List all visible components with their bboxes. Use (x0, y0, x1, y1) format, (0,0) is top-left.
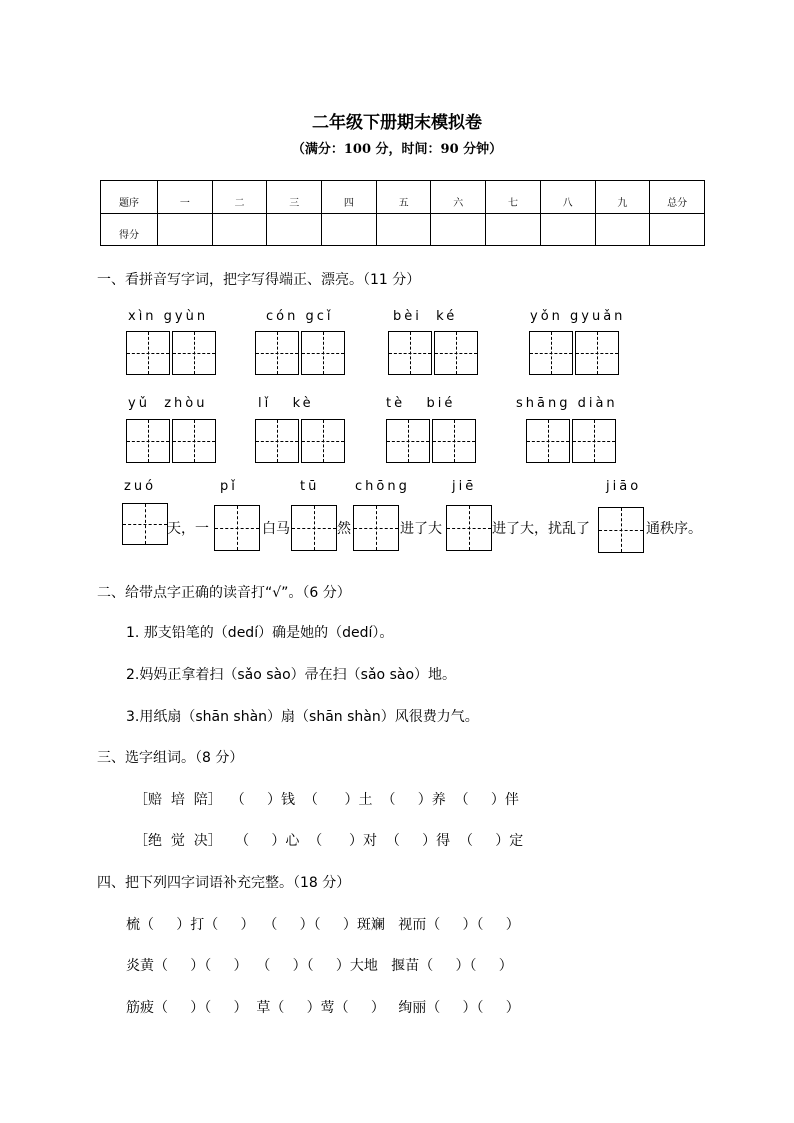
score-input-cell[interactable] (376, 213, 431, 246)
tianzige-box[interactable] (122, 503, 168, 545)
score-input-cell[interactable] (486, 213, 541, 246)
question-line: ［赔 培 陪］ （ ）钱 （ ）土 （ ）养 （ ）伴 (134, 792, 519, 808)
score-cell: 总分 (650, 181, 705, 214)
score-input-cell[interactable] (431, 213, 486, 246)
tianzige-box[interactable] (526, 419, 570, 463)
pinyin-label: bèi ké (393, 309, 458, 324)
score-table-header-row (101, 181, 705, 214)
tianzige-box[interactable] (255, 331, 299, 375)
tianzige-box[interactable] (172, 331, 216, 375)
sentence-fragment: 进了大 (400, 521, 442, 537)
question-line: 2.妈妈正拿着扫（sǎo sào）帚在扫（sǎo sào）地。 (126, 667, 457, 683)
sentence-fragment: 通秩序。 (646, 521, 702, 537)
score-cell: 七 (486, 181, 541, 214)
tianzige-box[interactable] (434, 331, 478, 375)
question-line: 梳（ ）打（ ） （ ）（ ）斑斓 视而（ ）（ ） (126, 917, 520, 933)
tianzige-box[interactable] (301, 419, 345, 463)
score-cell: 九 (595, 181, 650, 214)
section-3-heading: 三、选字组词。（8 分） (97, 750, 244, 766)
pinyin-label: yǔ zhòu (128, 396, 208, 411)
tianzige-box[interactable] (388, 331, 432, 375)
question-line: 炎黄（ ）（ ） （ ）（ ）大地 揠苗（ ）（ ） (126, 958, 513, 974)
page-subtitle: （满分：100 分，时间：90 分钟） (291, 142, 503, 157)
sentence-fragment: 白马 (262, 521, 290, 537)
tianzige-box[interactable] (353, 505, 399, 551)
sentence-fragment: 天，一 (167, 521, 209, 537)
pinyin-label: cón gcǐ (266, 309, 334, 324)
tianzige-box[interactable] (214, 505, 260, 551)
score-row-label: 得分 (101, 213, 158, 246)
score-cell: 三 (267, 181, 322, 214)
pinyin-label: jiāo (606, 479, 642, 494)
score-cell: 二 (212, 181, 267, 214)
score-input-cell[interactable] (650, 213, 705, 246)
question-line: 1. 那支铅笔的（dedí）确是她的（dedí）。 (126, 625, 394, 641)
tianzige-box[interactable] (301, 331, 345, 375)
score-cell: 六 (431, 181, 486, 214)
pinyin-label: zuó (124, 479, 157, 494)
question-line: ［绝 觉 决］ （ ）心 （ ）对 （ ）得 （ ）定 (134, 833, 524, 849)
score-table-score-row (101, 213, 705, 246)
score-input-cell[interactable] (267, 213, 322, 246)
tianzige-box[interactable] (126, 331, 170, 375)
pinyin-label: lǐ kè (258, 396, 314, 411)
pinyin-label: chōng (355, 479, 410, 494)
score-input-cell[interactable] (158, 213, 213, 246)
score-input-cell[interactable] (212, 213, 267, 246)
score-cell: 八 (540, 181, 595, 214)
pinyin-label: tè bié (386, 396, 456, 411)
score-cell: 四 (322, 181, 377, 214)
pinyin-label: tū (300, 479, 320, 494)
pinyin-label: pǐ (220, 479, 238, 494)
score-table (100, 180, 705, 246)
tianzige-box[interactable] (572, 419, 616, 463)
tianzige-box[interactable] (432, 419, 476, 463)
section-1-heading: 一、看拼音写字词，把字写得端正、漂亮。（11 分） (97, 272, 421, 288)
question-line: 3.用纸扇（shān shàn）扇（shān shàn）风很费力气。 (126, 709, 479, 725)
tianzige-box[interactable] (172, 419, 216, 463)
score-cell: 五 (376, 181, 431, 214)
section-2-heading: 二、给带点字正确的读音打“√”。（6 分） (97, 585, 351, 601)
tianzige-box[interactable] (598, 507, 644, 553)
score-input-cell[interactable] (540, 213, 595, 246)
score-cell: 一 (158, 181, 213, 214)
tianzige-box[interactable] (291, 505, 337, 551)
tianzige-box[interactable] (575, 331, 619, 375)
page-title: 二年级下册期末模拟卷 (312, 113, 482, 133)
pinyin-label: shāng diàn (516, 396, 618, 411)
pinyin-label: yǒn gyuǎn (530, 309, 626, 324)
tianzige-box[interactable] (255, 419, 299, 463)
score-input-cell[interactable] (595, 213, 650, 246)
sentence-fragment: 然 (337, 521, 351, 537)
pinyin-label: jiē (452, 479, 477, 494)
question-line: 筋疲（ ）（ ） 草（ ）莺（ ） 绚丽（ ）（ ） (126, 1000, 520, 1016)
score-input-cell[interactable] (322, 213, 377, 246)
score-cell: 题序 (101, 181, 158, 214)
tianzige-box[interactable] (446, 505, 492, 551)
pinyin-label: xìn gyùn (128, 309, 209, 324)
section-4-heading: 四、把下列四字词语补充完整。（18 分） (97, 875, 351, 891)
sentence-fragment: 进了大，扰乱了 (492, 521, 590, 537)
tianzige-box[interactable] (529, 331, 573, 375)
tianzige-box[interactable] (386, 419, 430, 463)
tianzige-box[interactable] (126, 419, 170, 463)
